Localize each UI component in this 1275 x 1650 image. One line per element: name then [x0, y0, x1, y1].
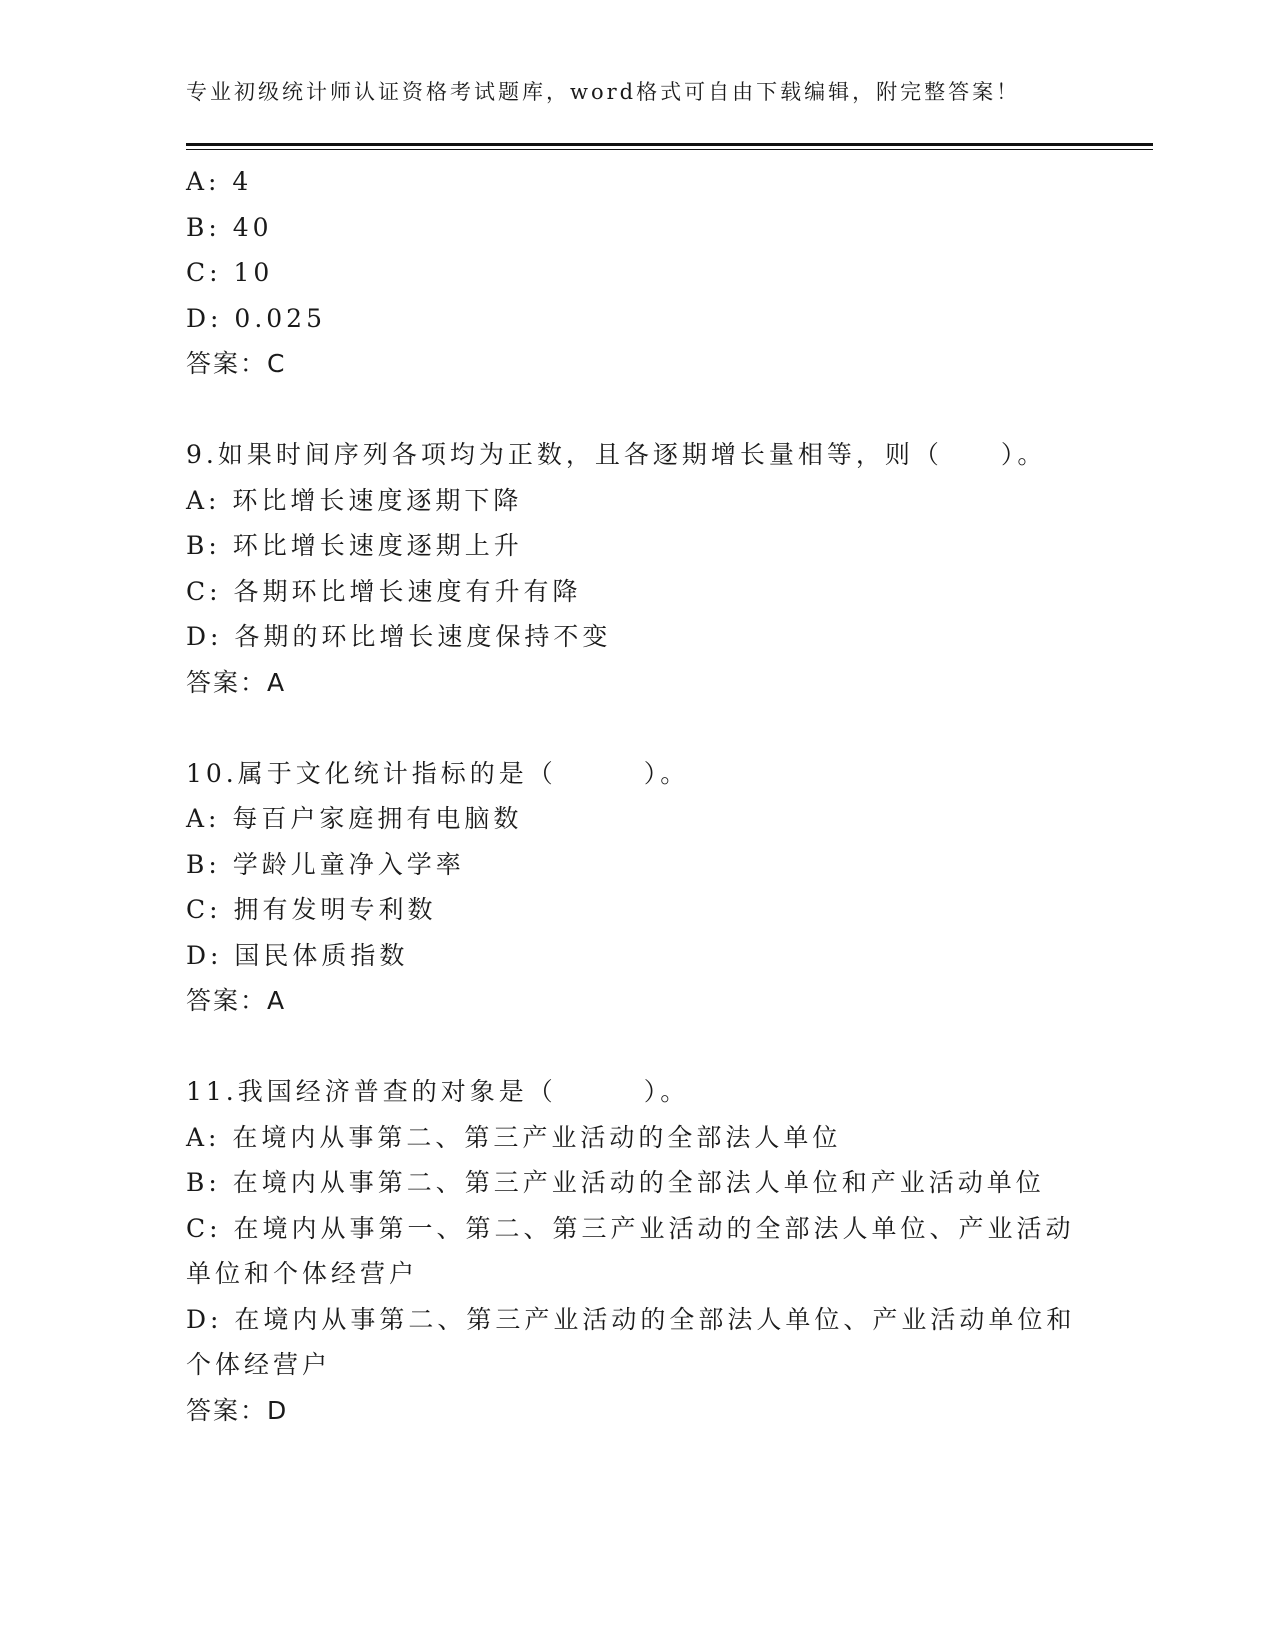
option-c: C: 拥有发明专利数	[186, 895, 437, 924]
option-d: D: 国民体质指数	[186, 940, 409, 970]
question-stem: 11.我国经济普查的对象是（ ）。	[186, 1077, 690, 1106]
answer-line: 答案：D	[186, 1395, 289, 1425]
option-c: C: 各期环比增长速度有升有降	[186, 576, 582, 606]
option-d-continued: 个体经营户	[186, 1350, 332, 1379]
question-block-9	[186, 432, 1086, 705]
option-b: B: 环比增长速度逐期上升	[186, 531, 523, 560]
option-a: A: 每百户家庭拥有电脑数	[186, 804, 523, 833]
answer-line: 答案：A	[186, 667, 287, 697]
question-stem: 9.如果时间序列各项均为正数，且各逐期增长量相等，则（ ）。	[186, 440, 1047, 469]
question-content	[186, 159, 1086, 1433]
header-rule-thin	[186, 149, 1153, 150]
option-c: C: 10	[186, 258, 274, 287]
option-b: B: 40	[186, 212, 273, 242]
question-block-10	[186, 751, 1086, 1024]
option-a: A: 环比增长速度逐期下降	[186, 485, 523, 515]
document-header: 专业初级统计师认证资格考试题库，word格式可自由下载编辑，附完整答案！	[186, 80, 1021, 104]
option-d: D: 在境内从事第二、第三产业活动的全部法人单位、产业活动单位和	[186, 1304, 1076, 1334]
option-d: D: 0.025	[186, 303, 326, 333]
header-rule-thick	[186, 143, 1153, 146]
option-b: B: 学龄儿童净入学率	[186, 849, 465, 879]
option-c-continued: 单位和个体经营户	[186, 1259, 419, 1288]
answer-line: 答案：C	[186, 349, 287, 378]
question-block-prev	[186, 159, 1086, 387]
option-a: A: 4	[186, 167, 253, 196]
option-d: D: 各期的环比增长速度保持不变	[186, 622, 612, 651]
question-stem: 10.属于文化统计指标的是（ ）。	[186, 758, 690, 788]
option-c: C: 在境内从事第一、第二、第三产业活动的全部法人单位、产业活动	[186, 1213, 1075, 1243]
answer-line: 答案：A	[186, 986, 287, 1015]
option-b: B: 在境内从事第二、第三产业活动的全部法人单位和产业活动单位	[186, 1168, 1045, 1197]
option-a: A: 在境内从事第二、第三产业活动的全部法人单位	[186, 1122, 842, 1152]
question-block-11	[186, 1069, 1086, 1433]
